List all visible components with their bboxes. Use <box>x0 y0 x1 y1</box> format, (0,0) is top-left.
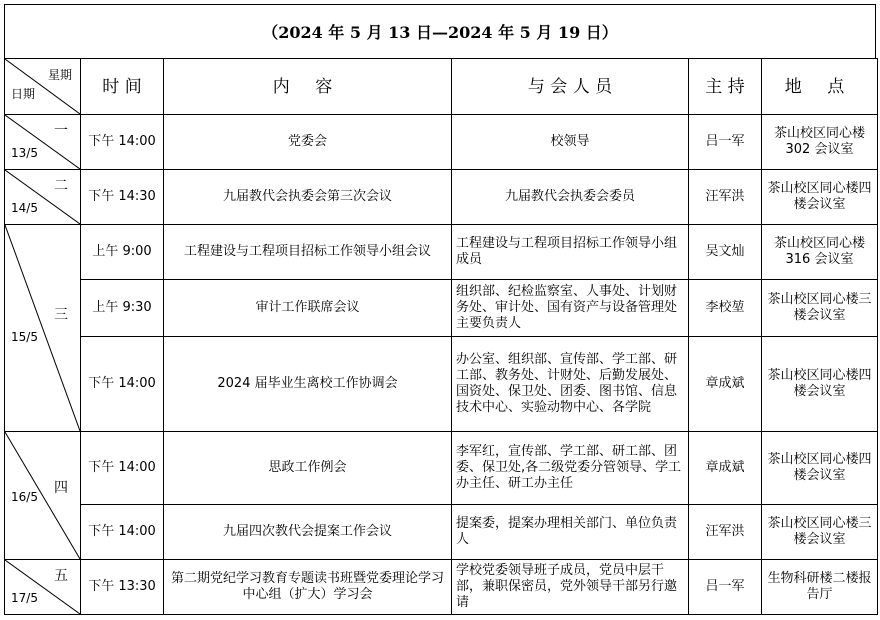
date-label: 14/5 <box>11 201 38 215</box>
date-label: 13/5 <box>11 146 38 160</box>
content-cell: 第二期党纪学习教育专题读书班暨党委理论学习中心组（扩大）学习会 <box>164 560 452 615</box>
attendees-cell: 九届教代会执委会委员 <box>452 170 689 225</box>
content-cell: 工程建设与工程项目招标工作领导小组会议 <box>164 225 452 280</box>
table-row <box>5 505 878 560</box>
weekday-label: 二 <box>54 178 68 194</box>
table-row <box>5 280 878 337</box>
header-row <box>5 59 878 115</box>
location-cell: 茶山校区同心楼三楼会议室 <box>762 280 878 337</box>
host-cell: 汪军洪 <box>689 170 762 225</box>
table-row <box>5 225 878 280</box>
date-label: 16/5 <box>11 490 38 504</box>
location-cell: 生物科研楼二楼报告厅 <box>762 560 878 615</box>
weekday-label: 四 <box>54 480 68 496</box>
table-row <box>5 432 878 505</box>
time-cell: 下午 14:00 <box>81 115 164 170</box>
day-cell-thu <box>5 432 81 560</box>
host-cell: 李校堃 <box>689 280 762 337</box>
content-cell: 审计工作联席会议 <box>164 280 452 337</box>
time-cell: 上午 9:00 <box>81 225 164 280</box>
host-cell: 章成斌 <box>689 432 762 505</box>
time-cell: 下午 14:00 <box>81 337 164 432</box>
attendees-cell: 工程建设与工程项目招标工作领导小组成员 <box>452 225 689 280</box>
attendees-cell: 组织部、纪检监察室、人事处、计划财务处、审计处、国有资产与设备管理处主要负责人 <box>452 280 689 337</box>
location-cell: 茶山校区同心楼 302 会议室 <box>762 115 878 170</box>
host-cell: 吕一军 <box>689 115 762 170</box>
header-weekday-date-cell <box>5 59 81 115</box>
location-cell: 茶山校区同心楼四楼会议室 <box>762 170 878 225</box>
location-cell: 茶山校区同心楼四楼会议室 <box>762 432 878 505</box>
attendees-cell: 李军红，宣传部、学工部、研工部、团委、保卫处,各二级党委分管领导、学工办主任、研工办主任 <box>452 432 689 505</box>
header-weekday: 星期 <box>47 68 72 82</box>
content-cell: 党委会 <box>164 115 452 170</box>
attendees-cell: 学校党委领导班子成员，党员中层干部，兼职保密员，党外领导干部另行邀请 <box>452 560 689 615</box>
day-cell-tue <box>5 170 81 225</box>
time-cell: 下午 13:30 <box>81 560 164 615</box>
weekday-label: 一 <box>54 123 68 139</box>
location-cell: 茶山校区同心楼三楼会议室 <box>762 505 878 560</box>
header-time: 时 间 <box>81 59 164 115</box>
attendees-cell: 校领导 <box>452 115 689 170</box>
time-cell: 下午 14:30 <box>81 170 164 225</box>
host-cell: 汪军洪 <box>689 505 762 560</box>
weekday-label: 五 <box>54 568 68 584</box>
content-cell: 九届四次教代会提案工作会议 <box>164 505 452 560</box>
location-cell: 茶山校区同心楼 316 会议室 <box>762 225 878 280</box>
day-cell-fri <box>5 560 81 615</box>
content-cell: 思政工作例会 <box>164 432 452 505</box>
time-cell: 下午 14:00 <box>81 505 164 560</box>
table-row <box>5 170 878 225</box>
meeting-schedule-table <box>4 58 878 615</box>
week-range-title: （2024 年 5 月 13 日—2024 年 5 月 19 日） <box>4 4 876 58</box>
attendees-cell: 办公室、组织部、宣传部、学工部、研工部、教务处、计财处、后勤发展处、国资处、保卫处、团委、图书馆、信息技术中心、实验动物中心、各学院 <box>452 337 689 432</box>
header-content: 内 容 <box>164 59 452 115</box>
header-date: 日期 <box>11 87 36 101</box>
table-row <box>5 560 878 615</box>
content-cell: 2024 届毕业生离校工作协调会 <box>164 337 452 432</box>
day-cell-mon <box>5 115 81 170</box>
host-cell: 章成斌 <box>689 337 762 432</box>
table-row <box>5 115 878 170</box>
content-cell: 九届教代会执委会第三次会议 <box>164 170 452 225</box>
table-row <box>5 337 878 432</box>
attendees-cell: 提案委，提案办理相关部门、单位负责人 <box>452 505 689 560</box>
time-cell: 下午 14:00 <box>81 432 164 505</box>
header-host: 主 持 <box>689 59 762 115</box>
host-cell: 吕一军 <box>689 560 762 615</box>
date-label: 15/5 <box>11 330 38 344</box>
diagonal-line <box>5 225 80 431</box>
weekday-label: 三 <box>54 307 68 323</box>
location-cell: 茶山校区同心楼四楼会议室 <box>762 337 878 432</box>
header-attendees: 与 会 人 员 <box>452 59 689 115</box>
host-cell: 吴文灿 <box>689 225 762 280</box>
header-location: 地 点 <box>762 59 878 115</box>
day-cell-wed <box>5 225 81 432</box>
date-label: 17/5 <box>11 591 38 605</box>
time-cell: 上午 9:30 <box>81 280 164 337</box>
